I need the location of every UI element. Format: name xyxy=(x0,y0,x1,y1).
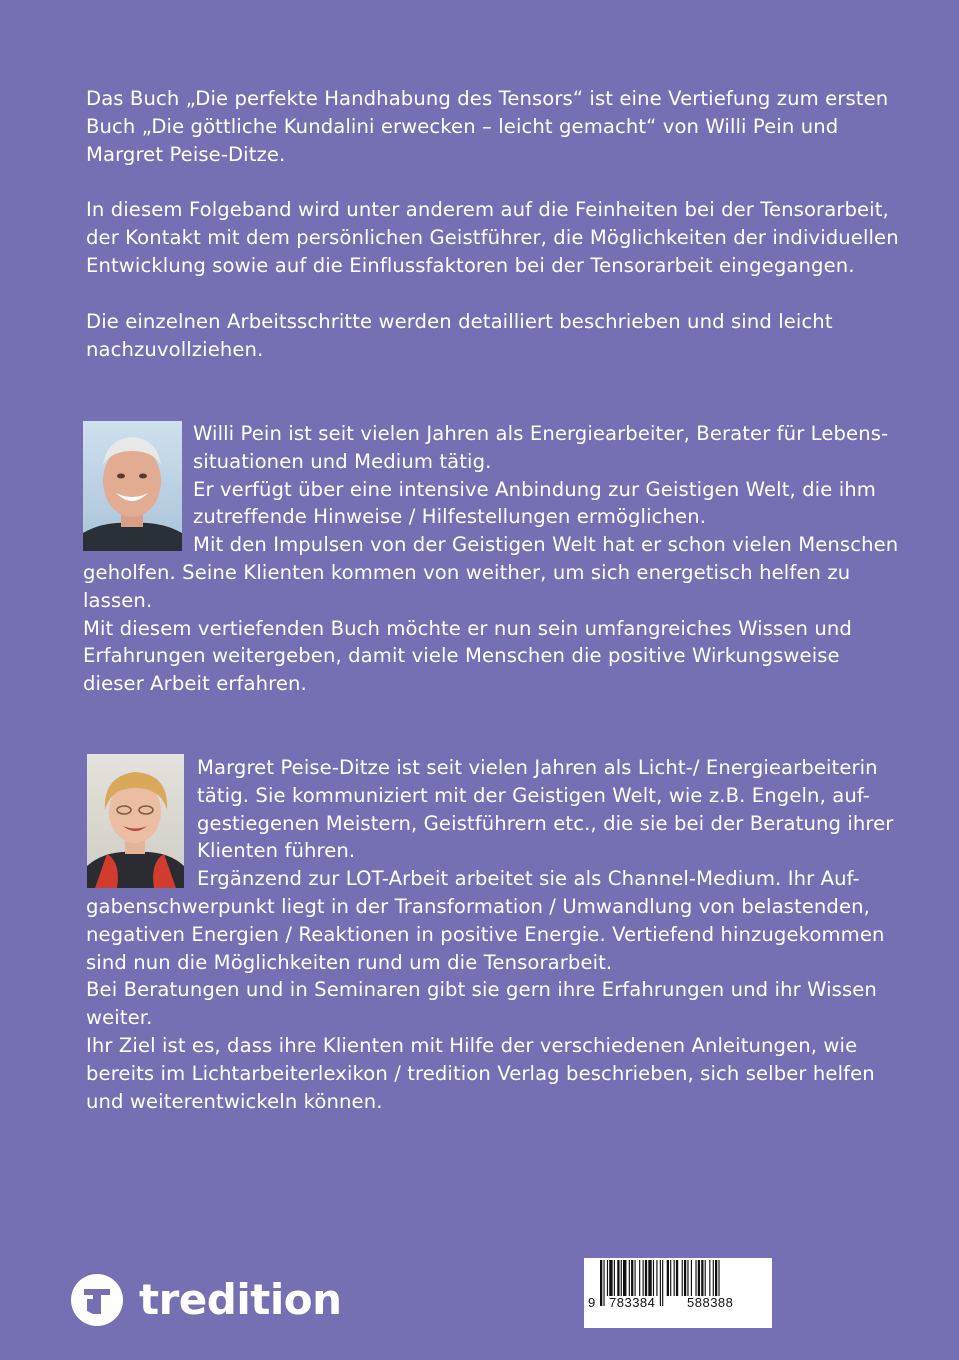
barcode-digits-left: 783384 xyxy=(609,1295,656,1310)
barcode-bar xyxy=(662,1260,663,1306)
barcode-digits-right: 588388 xyxy=(687,1295,734,1310)
barcode-bar xyxy=(614,1260,615,1296)
barcode-bar xyxy=(639,1260,640,1296)
barcode-bar xyxy=(676,1260,678,1296)
barcode-bar xyxy=(713,1260,714,1296)
barcode-bar xyxy=(684,1260,686,1296)
publisher-logo xyxy=(71,1274,341,1326)
barcode-bar xyxy=(705,1260,706,1296)
publisher-name: tredition xyxy=(139,1275,342,1324)
barcode-digit-first: 9 xyxy=(588,1295,596,1310)
barcode-bar xyxy=(682,1260,683,1296)
author-2-photo xyxy=(87,754,184,888)
barcode-bar xyxy=(623,1260,626,1296)
author-1-photo xyxy=(83,421,182,551)
barcode-bar xyxy=(698,1260,700,1296)
barcode-bar xyxy=(695,1260,696,1296)
intro-paragraph-1: Das Buch „Die perfekte Handhabung des Tensors“ ist eine Vertiefung zum ersten Buch „Die göttliche Kundalini erwecken – leicht gemacht“ von Willi Pein und Margret Peise-Ditze. xyxy=(86,87,889,166)
author-1-bio-beside-photo: Willi Pein ist seit vielen Jahren als Energiearbeiter, Berater für Lebens- situationen und Medium tätig. Er verfügt über eine intensive Anbindung zur Geistigen Welt, die ihm zutreffende Hinweise / Hilfestellungen ermöglichen. Mit den Impulsen von der Geistigen Welt hat er schon vielen Menschen xyxy=(193,422,899,557)
intro-paragraph-2: In diesem Folgeband wird unter anderem auf die Feinheiten bei der Tensorarbeit, der Kontakt mit dem persönlichen Geistführer, die Möglichkeiten der individuellen Entwicklung sowie auf die Einflussfaktoren bei der Tensorarbeit eingegangen. xyxy=(86,198,899,277)
barcode-bar xyxy=(621,1260,622,1296)
barcode-bar xyxy=(660,1260,661,1306)
barcode-bar xyxy=(667,1260,669,1296)
barcode-bar xyxy=(687,1260,688,1296)
barcode-bar xyxy=(631,1260,633,1296)
barcode-bar xyxy=(645,1260,647,1296)
barcode-bar xyxy=(715,1260,717,1296)
barcode-bar xyxy=(653,1260,654,1296)
barcode-bar xyxy=(670,1260,671,1296)
barcode-bar xyxy=(709,1260,710,1296)
barcode-bar xyxy=(603,1260,604,1306)
barcode-bar xyxy=(674,1260,675,1296)
barcode-bar xyxy=(607,1260,608,1296)
barcode-bar xyxy=(648,1260,651,1296)
author-2-bio-beside-photo: Margret Peise-Ditze ist seit vielen Jahren als Licht-/ Energiearbeiterin tätig. Sie kommuniziert mit der Geistigen Welt, wie z.B. Engeln, auf- gestiegenen Meistern, Geistführern etc., die sie bei der Beratung ihrer Klienten führen. Ergänzend zur LOT-Arbeit arbeitet sie als Channel-Medium. Ihr Auf- xyxy=(197,756,894,891)
barcode-bar xyxy=(656,1260,657,1296)
author-2-bio-below-photo: gabenschwerpunkt liegt in der Transformation / Umwandlung von belastenden, negativen Energien / Reaktionen in positive Energie. Vertiefend hinzugekommen sind nun die Möglichkeiten rund um die Tensorarbeit. Bei Beratungen und in Seminaren gibt sie gern ihre Erfahrungen und ihr Wissen weiter. Ihr Ziel ist es, dass ihre Klienten mit Hilfe der verschiedenen Anleitungen, wie bereits im Lichtarbeiterlexikon / tredition Verlag beschrieben, sich selber helfen und weiterentwickeln können. xyxy=(86,895,885,1113)
tredition-logo-icon xyxy=(71,1274,123,1326)
barcode-bar xyxy=(635,1260,636,1296)
intro-paragraph-3: Die einzelnen Arbeitsschritte werden detailliert beschrieben und sind leicht nachzuvollziehen. xyxy=(86,310,833,361)
barcode-bar xyxy=(701,1260,703,1296)
barcode-bars xyxy=(584,1258,772,1328)
barcode-bar xyxy=(629,1260,630,1296)
barcode-bar xyxy=(617,1260,619,1296)
isbn-barcode xyxy=(584,1258,772,1328)
barcode-bar xyxy=(691,1260,692,1296)
barcode-bar xyxy=(609,1260,612,1296)
barcode-bar xyxy=(643,1260,644,1296)
author-1-bio-below-photo: geholfen. Seine Klienten kommen von weither, um sich energetisch helfen zu lassen. Mit diesem vertiefenden Buch möchte er nun sein umfangreiches Wissen und Erfahrungen weitergeben, damit viele Menschen die positive Wirkungsweise dieser Arbeit erfahren. xyxy=(83,561,852,696)
barcode-bar xyxy=(600,1260,602,1306)
